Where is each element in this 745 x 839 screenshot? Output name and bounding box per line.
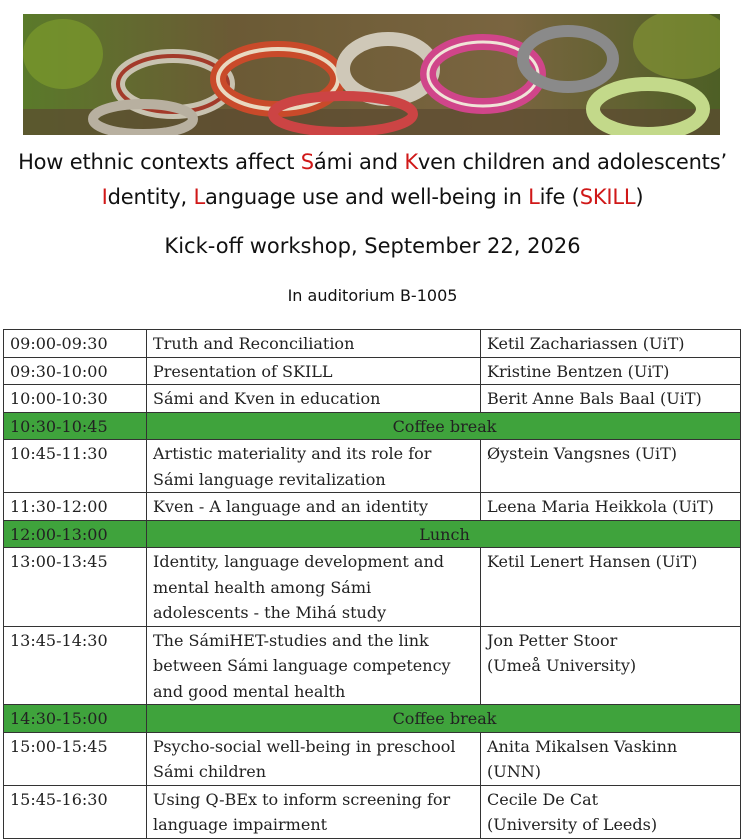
time-cell: 14:30-15:00 bbox=[4, 705, 147, 733]
time-cell: 10:00-10:30 bbox=[4, 385, 147, 413]
talk-title-cell bbox=[147, 385, 481, 413]
speaker-line: Ketil Zachariassen (UiT) bbox=[487, 334, 685, 353]
speaker-line: Cecile De Cat bbox=[487, 789, 599, 809]
break-row bbox=[4, 705, 741, 733]
talk-title-line: The SámiHET-studies and the link bbox=[153, 630, 429, 650]
line1-segment: S bbox=[300, 150, 314, 174]
title-line-2 bbox=[0, 185, 745, 209]
speaker-cell bbox=[481, 548, 741, 627]
line1-segment: ven children and adolescents’ bbox=[417, 150, 727, 174]
talk-title-line: Psycho-social well-being in preschool bbox=[153, 736, 456, 756]
break-label: Coffee break bbox=[147, 412, 741, 440]
photo-handwoven-bracelets bbox=[23, 14, 720, 135]
talk-title-line: Sámi language revitalization bbox=[153, 469, 386, 489]
speaker-cell bbox=[481, 626, 741, 705]
session-row bbox=[4, 385, 741, 413]
break-label: Lunch bbox=[147, 520, 741, 548]
speaker-line: (UNN) bbox=[487, 762, 541, 781]
event-subtitle: Kick-off workshop, September 22, 2026 bbox=[164, 234, 581, 258]
speaker-line: Leena Maria Heikkola (UiT) bbox=[487, 497, 714, 516]
talk-title-line: Sámi and Kven in education bbox=[153, 389, 381, 408]
break-row bbox=[4, 412, 741, 440]
speaker-cell bbox=[481, 385, 741, 413]
session-row bbox=[4, 785, 741, 838]
session-row bbox=[4, 440, 741, 493]
line2-segment: dentity, bbox=[107, 185, 194, 209]
time-cell: 09:00-09:30 bbox=[4, 330, 147, 358]
speaker-line: Berit Anne Bals Baal (UiT) bbox=[487, 389, 702, 408]
talk-title-line: adolescents - the Mihá study bbox=[153, 603, 387, 622]
speaker-line: Jon Petter Stoor bbox=[487, 630, 618, 650]
session-row bbox=[4, 357, 741, 385]
speaker-line: (University of Leeds) bbox=[487, 815, 658, 834]
line2-segment: ) bbox=[635, 185, 644, 209]
line1-segment: ámi and bbox=[313, 150, 405, 174]
session-row bbox=[4, 732, 741, 785]
time-cell: 15:45-16:30 bbox=[4, 785, 147, 838]
speaker-cell bbox=[481, 330, 741, 358]
schedule-table bbox=[3, 329, 741, 839]
talk-title-line: mental health among Sámi bbox=[153, 577, 372, 597]
line2-segment: anguage use and well-being in bbox=[204, 185, 529, 209]
speaker-cell bbox=[481, 732, 741, 785]
speaker-cell bbox=[481, 357, 741, 385]
line2-segment: L bbox=[528, 185, 540, 209]
speaker-cell bbox=[481, 785, 741, 838]
talk-title-line: between Sámi language competency bbox=[153, 656, 451, 675]
session-row bbox=[4, 330, 741, 358]
talk-title-cell bbox=[147, 493, 481, 521]
banner-photo bbox=[23, 14, 720, 135]
talk-title-line: and good mental health bbox=[153, 681, 346, 701]
speaker-line: Ketil Lenert Hansen (UiT) bbox=[487, 552, 698, 571]
speaker-line: Øystein Vangsnes (UiT) bbox=[487, 444, 677, 463]
line1-segment: How ethnic contexts affect bbox=[18, 150, 301, 174]
talk-title-cell bbox=[147, 330, 481, 358]
time-cell: 13:00-13:45 bbox=[4, 548, 147, 627]
talk-title-line: Truth and Reconciliation bbox=[153, 334, 355, 353]
time-cell: 12:00-13:00 bbox=[4, 520, 147, 548]
session-row bbox=[4, 626, 741, 705]
talk-title-line: Kven - A language and an identity bbox=[153, 497, 429, 516]
speaker-line: Anita Mikalsen Vaskinn bbox=[487, 736, 678, 756]
talk-title-cell bbox=[147, 732, 481, 785]
line2-segment: ife ( bbox=[539, 185, 580, 209]
session-row bbox=[4, 493, 741, 521]
talk-title-cell bbox=[147, 626, 481, 705]
talk-title-cell bbox=[147, 785, 481, 838]
talk-title-line: Artistic materiality and its role for bbox=[153, 444, 432, 463]
talk-title-cell bbox=[147, 440, 481, 493]
time-cell: 10:45-11:30 bbox=[4, 440, 147, 493]
talk-title-cell bbox=[147, 357, 481, 385]
speaker-cell bbox=[481, 440, 741, 493]
break-label: Coffee break bbox=[147, 705, 741, 733]
talk-title-cell bbox=[147, 548, 481, 627]
line2-segment: L bbox=[193, 185, 205, 209]
line2-segment: SKILL bbox=[579, 185, 636, 209]
talk-title-line: Using Q-BEx to inform screening for bbox=[153, 789, 451, 809]
break-row bbox=[4, 520, 741, 548]
time-cell: 13:45-14:30 bbox=[4, 626, 147, 705]
time-cell: 15:00-15:45 bbox=[4, 732, 147, 785]
talk-title-line: Identity, language development and bbox=[153, 552, 444, 571]
time-cell: 10:30-10:45 bbox=[4, 412, 147, 440]
speaker-line: (Umeå University) bbox=[487, 656, 637, 675]
speaker-cell bbox=[481, 493, 741, 521]
time-cell: 11:30-12:00 bbox=[4, 493, 147, 521]
talk-title-line: language impairment bbox=[153, 815, 328, 834]
line1-segment: K bbox=[404, 150, 418, 174]
time-cell: 09:30-10:00 bbox=[4, 357, 147, 385]
talk-title-line: Sámi children bbox=[153, 762, 267, 781]
venue-label: In auditorium B-1005 bbox=[287, 286, 458, 305]
session-row bbox=[4, 548, 741, 627]
line2-segment: I bbox=[101, 185, 108, 209]
title-line-1 bbox=[0, 150, 745, 174]
speaker-line: Kristine Bentzen (UiT) bbox=[487, 361, 670, 381]
talk-title-line: Presentation of SKILL bbox=[153, 361, 333, 381]
